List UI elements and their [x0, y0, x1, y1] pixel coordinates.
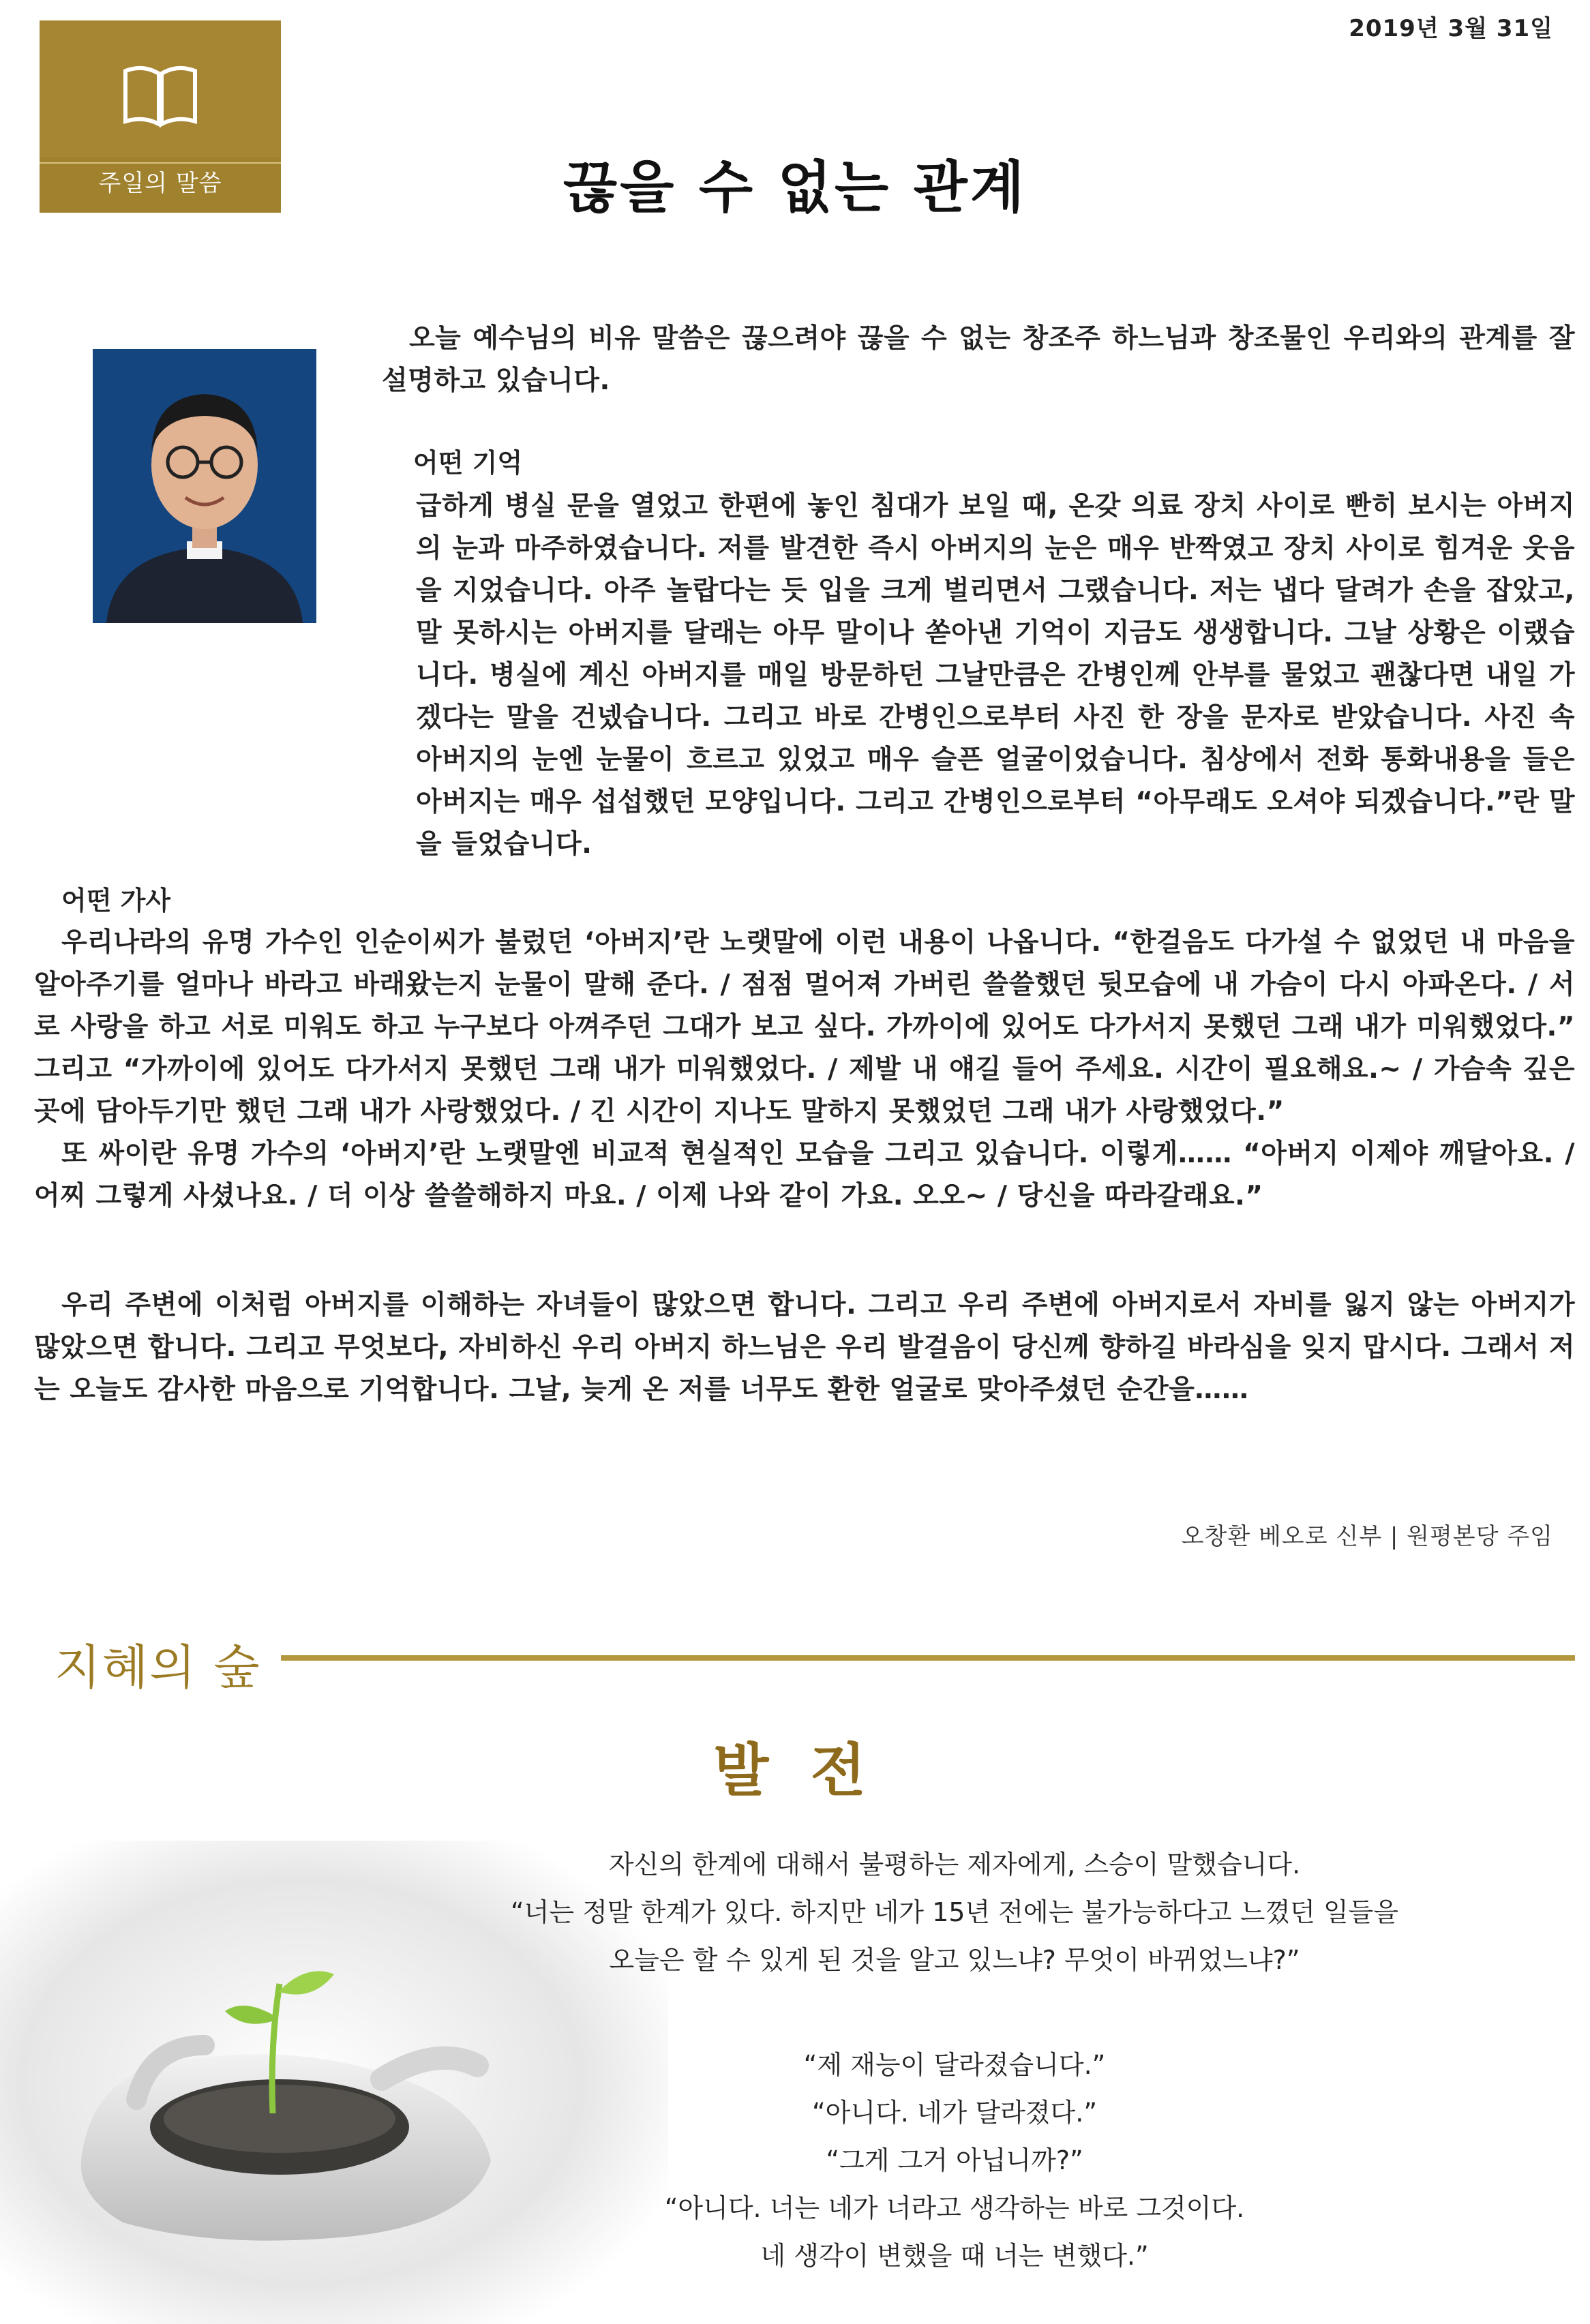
section2-paragraph-1: 우리나라의 유명 가수인 인순이씨가 불렀던 ‘아버지’란 노랫말에 이런 내용이 나옵니다. “한걸음도 다가설 수 없었던 내 마음을 알아주기를 얼마나 바라고 바래왔는지 눈물이 말해 준다. / 점점 멀어져 가버린 쓸쓸했던 뒷모습에 내 가슴이 다시 아파온다. / 서로 사랑을 하고 서로 미워도 하고 누구보다 아껴주던 그대가 보고 싶다. 가까이에 있어도 다가서지 못했던 그래 내가 미워했었다.” 그리고 “가까이에 있어도 다가서지 못했던 그래 내가 미워했었다. / 제발 내 얘길 들어 주세요. 시간이 필요해요.~ / 가슴속 깊은 곳에 담아두기만 했던 그래 내가 사랑했었다. / 긴 시간이 지나도 말하지 못했었던 그래 내가 사랑했었다.” [34, 927, 1575, 1127]
closing-body [34, 1284, 1575, 1411]
story-line: 오늘은 할 수 있게 된 것을 알고 있느냐? 무엇이 바뀌었느냐?” [609, 1945, 1300, 1975]
story-line: 자신의 한계에 대해서 불평하는 제자에게, 스승이 말했습니다. [608, 1850, 1301, 1880]
wisdom-section-title: 지혜의 숲 [55, 1640, 261, 1695]
author-credit: 오창환 베오로 신부 | 원평본당 주임 [1181, 1523, 1553, 1550]
story-line: “아니다. 네가 달라졌다.” [811, 2098, 1098, 2128]
closing-text: 우리 주변에 이처럼 아버지를 이해하는 자녀들이 많았으면 합니다. 그리고 우리 주변에 아버지로서 자비를 잃지 않는 아버지가 많았으면 합니다. 그리고 무엇보다, 자비하신 우리 아버지 하느님은 우리 발걸음이 당신께 향하길 바라심을 잊지 맙시다. 그래서 저는 오늘도 감사한 마음으로 기억합니다. 그날, 늦게 온 저를 너무도 환한 얼굴로 맞아주셨던 순간을…… [34, 1290, 1575, 1405]
section2-paragraph-2: 또 싸이란 유명 가수의 ‘아버지’란 노랫말엔 비교적 현실적인 모습을 그리고 있습니다. 이렇게…… “아버지 이제야 깨달아요. / 어찌 그렇게 사셨나요. / 더 이상 쓸쓸해하지 마요. / 이제 나와 같이 가요. 오오~ / 당신을 따라갈래요.” [34, 1138, 1575, 1211]
story-line: “너는 정말 한계가 있다. 하지만 네가 15년 전에는 불가능하다고 느꼈던 일들을 [510, 1897, 1399, 1927]
article-title: 끊을 수 없는 관계 [562, 155, 1028, 220]
section1-heading: 어떤 기억 [413, 448, 523, 478]
open-book-icon [121, 59, 199, 134]
section1-body [34, 485, 1575, 866]
story-line: “그게 그거 아닙니까?” [826, 2145, 1083, 2175]
section-divider [281, 1655, 1575, 1661]
section2-body [34, 922, 1575, 1218]
wisdom-title: 발 전 [713, 1737, 877, 1804]
story-line: “아니다. 너는 네가 너라고 생각하는 바로 그것이다. [664, 2193, 1245, 2223]
intro-text: 오늘 예수님의 비유 말씀은 끊으려야 끊을 수 없는 창조주 하느님과 창조물인 우리와의 관계를 잘 설명하고 있습니다. [382, 323, 1575, 396]
story-gap [355, 1984, 1555, 2041]
story-line: “제 재능이 달라졌습니다.” [803, 2050, 1106, 2080]
section2-heading: 어떤 가사 [61, 886, 171, 916]
badge-label: 주일의 말씀 [98, 170, 222, 197]
wisdom-story [355, 1841, 1555, 2280]
article-intro [382, 318, 1575, 402]
issue-date: 2019년 3월 31일 [1349, 15, 1553, 42]
section1-text: 급하게 병실 문을 열었고 한편에 놓인 침대가 보일 때, 온갖 의료 장치 사이로 빤히 보시는 아버지의 눈과 마주하였습니다. 저를 발견한 즉시 아버지의 눈은 매우 반짝였고 장치 사이로 힘겨운 웃음을 지었습니다. 아주 놀랍다는 듯 입을 크게 벌리면서 그랬습니다. 저는 냅다 달려가 손을 잡았고, 말 못하시는 아버지를 달래는 아무 말이나 쏟아낸 기억이 지금도 생생합니다. 그날 상황은 이랬습니다. 병실에 계신 아버지를 매일 방문하던 그날만큼은 간병인께 안부를 물었고 괜찮다면 내일 가겠다는 말을 건넸습니다. 그리고 바로 간병인으로부터 사진 한 장을 문자로 받았습니다. 사진 속 아버지의 눈엔 눈물이 흐르고 있었고 매우 슬픈 얼굴이었습니다. 침상에서 전화 통화내용을 들은 아버지는 매우 섭섭했던 모양입니다. 그리고 간병인으로부터 “아무래도 오셔야 되겠습니다.”란 말을 들었습니다. [416, 491, 1575, 860]
story-line: 네 생각이 변했을 때 너는 변했다.” [760, 2241, 1149, 2271]
